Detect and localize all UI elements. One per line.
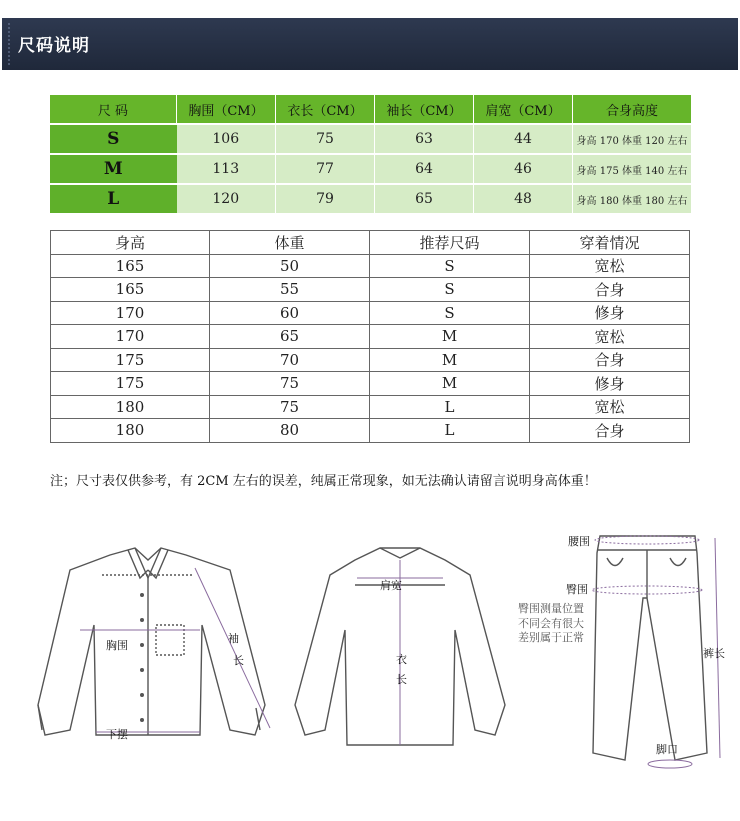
chest-cell: 113 xyxy=(177,154,276,184)
hip-note-line-3: 差别属于正常 xyxy=(518,631,584,644)
weight-cell: 75 xyxy=(210,395,370,419)
height-cell: 180 xyxy=(51,395,210,419)
size-cell: S xyxy=(370,278,530,302)
hip-note-line-2: 不同会有很大 xyxy=(518,617,584,630)
table-row xyxy=(51,301,690,325)
height-cell: 175 xyxy=(51,372,210,396)
banner-background xyxy=(2,18,738,70)
header-size: 尺 码 xyxy=(50,95,177,124)
height-cell: 170 xyxy=(51,325,210,349)
sleeve-label-1: 袖 xyxy=(228,632,239,645)
size-cell: L xyxy=(50,184,177,214)
shirt-front-illustration xyxy=(30,530,280,760)
pants-length-label: 裤长 xyxy=(703,647,725,660)
size-cell: S xyxy=(370,254,530,278)
table-row xyxy=(51,254,690,278)
shoulder-cell: 48 xyxy=(474,184,573,214)
wear-cell: 宽松 xyxy=(530,254,690,278)
wear-cell: 修身 xyxy=(530,301,690,325)
size-cell: M xyxy=(370,325,530,349)
wear-cell: 宽松 xyxy=(530,325,690,349)
weight-cell: 60 xyxy=(210,301,370,325)
weight-cell: 50 xyxy=(210,254,370,278)
sleeve-cell: 64 xyxy=(375,154,474,184)
header-fit: 合身高度 xyxy=(573,95,692,124)
sleeve-label-2: 长 xyxy=(233,654,244,667)
table-row xyxy=(51,419,690,443)
weight-cell: 70 xyxy=(210,348,370,372)
banner-dots xyxy=(6,22,12,66)
size-cell: S xyxy=(50,124,177,154)
shoulder-cell: 44 xyxy=(474,124,573,154)
wear-cell: 修身 xyxy=(530,372,690,396)
size-row xyxy=(50,154,691,184)
weight-cell: 75 xyxy=(210,372,370,396)
shirt-back-illustration xyxy=(285,540,515,760)
hip-label: 臀围 xyxy=(566,583,588,596)
header-chest: 胸围（CM） xyxy=(177,95,276,124)
header-recommended-size: 推荐尺码 xyxy=(370,231,530,255)
height-cell: 180 xyxy=(51,419,210,443)
chest-label: 胸围 xyxy=(106,639,128,652)
length-cell: 75 xyxy=(276,124,375,154)
header-wear: 穿着情况 xyxy=(530,231,690,255)
size-cell: L xyxy=(370,395,530,419)
height-cell: 165 xyxy=(51,254,210,278)
length-cell: 79 xyxy=(276,184,375,214)
shoulder-cell: 46 xyxy=(474,154,573,184)
size-cell: M xyxy=(370,348,530,372)
header-sleeve: 袖长（CM） xyxy=(375,95,474,124)
weight-cell: 65 xyxy=(210,325,370,349)
size-cell: M xyxy=(50,154,177,184)
sleeve-cell: 65 xyxy=(375,184,474,214)
fit-cell: 身高 180 体重 180 左右 xyxy=(573,184,692,214)
height-cell: 175 xyxy=(51,348,210,372)
size-row xyxy=(50,184,691,214)
weight-cell: 55 xyxy=(210,278,370,302)
header-length: 衣长（CM） xyxy=(276,95,375,124)
header-shoulder: 肩宽（CM） xyxy=(474,95,573,124)
weight-cell: 80 xyxy=(210,419,370,443)
height-cell: 170 xyxy=(51,301,210,325)
table-row xyxy=(51,395,690,419)
chest-cell: 120 xyxy=(177,184,276,214)
wear-cell: 合身 xyxy=(530,278,690,302)
table-row xyxy=(51,372,690,396)
waist-label: 腰围 xyxy=(568,535,590,548)
wear-cell: 宽松 xyxy=(530,395,690,419)
leg-opening-label: 脚口 xyxy=(656,743,678,756)
table-row xyxy=(51,278,690,302)
size-cell: L xyxy=(370,419,530,443)
size-table xyxy=(50,95,691,215)
sleeve-cell: 63 xyxy=(375,124,474,154)
header-weight: 体重 xyxy=(210,231,370,255)
size-table-header xyxy=(50,95,691,124)
size-cell: M xyxy=(370,372,530,396)
shoulder-label: 肩宽 xyxy=(380,579,402,592)
table-row xyxy=(51,348,690,372)
length-label-2: 长 xyxy=(396,673,407,686)
wear-cell: 合身 xyxy=(530,419,690,443)
fit-cell: 身高 175 体重 140 左右 xyxy=(573,154,692,184)
hem-label: 下摆 xyxy=(106,728,128,741)
chest-cell: 106 xyxy=(177,124,276,154)
length-label-1: 衣 xyxy=(396,653,407,666)
table-row xyxy=(51,325,690,349)
disclaimer-note: 注；尺寸表仅供参考，有 2CM 左右的误差，纯属正常现象，如无法确认请留言说明身高体重！ xyxy=(50,474,597,489)
length-cell: 77 xyxy=(276,154,375,184)
fit-cell: 身高 170 体重 120 左右 xyxy=(573,124,692,154)
recommend-table xyxy=(50,230,690,443)
page-title: 尺码说明 xyxy=(18,36,90,56)
size-row xyxy=(50,124,691,154)
header-banner xyxy=(0,0,740,70)
height-cell: 165 xyxy=(51,278,210,302)
header-height: 身高 xyxy=(51,231,210,255)
wear-cell: 合身 xyxy=(530,348,690,372)
hip-note-line-1: 臀围测量位置 xyxy=(518,602,584,615)
recommend-header xyxy=(51,231,690,255)
size-cell: S xyxy=(370,301,530,325)
